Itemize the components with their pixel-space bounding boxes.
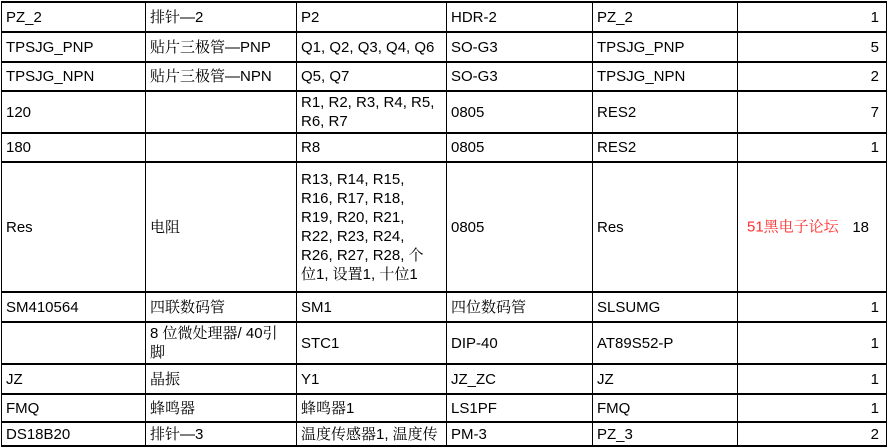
cell-description: 排针—2 [146, 2, 297, 32]
cell-libref: PZ_3 [593, 422, 738, 446]
cell-comment: FMQ [2, 394, 146, 422]
cell-description: 电阻 [146, 162, 297, 292]
cell-description: 贴片三极管—NPN [146, 62, 297, 91]
cell-libref: RES2 [593, 133, 738, 162]
cell-comment: TPSJG_NPN [2, 62, 146, 91]
cell-description [146, 133, 297, 162]
cell-designator: Y1 [297, 364, 447, 394]
cell-description: 贴片三极管—PNP [146, 32, 297, 62]
cell-description: 排针—3 [146, 422, 297, 446]
table-row [2, 62, 887, 91]
table-row [2, 422, 887, 446]
cell-comment [2, 322, 146, 364]
table-row [2, 292, 887, 322]
table-row [2, 2, 887, 32]
cell-comment: DS18B20 [2, 422, 146, 446]
cell-libref: JZ [593, 364, 738, 394]
cell-footprint: PM-3 [447, 422, 593, 446]
cell-description: 蜂鸣器 [146, 394, 297, 422]
cell-libref: FMQ [593, 394, 738, 422]
cell-footprint: 0805 [447, 91, 593, 133]
cell-libref: TPSJG_NPN [593, 62, 738, 91]
cell-footprint: JZ_ZC [447, 364, 593, 394]
cell-comment: JZ [2, 364, 146, 394]
quantity-value: 18 [852, 218, 869, 236]
cell-designator: R1, R2, R3, R4, R5, R6, R7 [297, 91, 447, 133]
cell-comment: TPSJG_PNP [2, 32, 146, 62]
cell-designator: 蜂鸣器1 [297, 394, 447, 422]
cell-quantity: 1 [738, 394, 887, 422]
cell-quantity: 2 [738, 62, 887, 91]
cell-quantity: 1 [738, 2, 887, 32]
cell-comment: SM410564 [2, 292, 146, 322]
cell-quantity: 7 [738, 91, 887, 133]
cell-footprint: 0805 [447, 162, 593, 292]
cell-designator: SM1 [297, 292, 447, 322]
cell-footprint: 四位数码管 [447, 292, 593, 322]
cell-comment: 120 [2, 91, 146, 133]
cell-comment: PZ_2 [2, 2, 146, 32]
cell-footprint: DIP-40 [447, 322, 593, 364]
cell-quantity [738, 162, 887, 292]
cell-footprint: HDR-2 [447, 2, 593, 32]
cell-description: 四联数码管 [146, 292, 297, 322]
cell-quantity: 1 [738, 292, 887, 322]
table-row [2, 364, 887, 394]
table-row [2, 394, 887, 422]
cell-designator: Q5, Q7 [297, 62, 447, 91]
table-row [2, 91, 887, 133]
cell-footprint: SO-G3 [447, 32, 593, 62]
cell-designator: Q1, Q2, Q3, Q4, Q6 [297, 32, 447, 62]
cell-libref: TPSJG_PNP [593, 32, 738, 62]
cell-designator: R13, R14, R15, R16, R17, R18, R19, R20, R21, R22, R23, R24, R26, R27, R28, 个位1, 设置1, 十位1 [297, 162, 447, 292]
watermark-text: 51黑电子论坛 [747, 218, 839, 236]
cell-libref: AT89S52-P [593, 322, 738, 364]
cell-comment: Res [2, 162, 146, 292]
cell-quantity: 5 [738, 32, 887, 62]
cell-designator: P2 [297, 2, 447, 32]
cell-comment: 180 [2, 133, 146, 162]
table-row [2, 133, 887, 162]
cell-quantity: 1 [738, 133, 887, 162]
table-row [2, 162, 887, 292]
bom-table [1, 1, 887, 447]
cell-quantity: 1 [738, 364, 887, 394]
table-row [2, 32, 887, 62]
cell-libref: RES2 [593, 91, 738, 133]
cell-libref: PZ_2 [593, 2, 738, 32]
cell-footprint: 0805 [447, 133, 593, 162]
cell-description [146, 91, 297, 133]
cell-designator: 温度传感器1, 温度传 [297, 422, 447, 446]
cell-designator: STC1 [297, 322, 447, 364]
cell-description: 晶振 [146, 364, 297, 394]
cell-libref: SLSUMG [593, 292, 738, 322]
table-row [2, 322, 887, 364]
cell-footprint: SO-G3 [447, 62, 593, 91]
cell-designator: R8 [297, 133, 447, 162]
cell-description: 8 位微处理器/ 40引脚 [146, 322, 297, 364]
cell-libref: Res [593, 162, 738, 292]
cell-footprint: LS1PF [447, 394, 593, 422]
cell-quantity: 1 [738, 322, 887, 364]
cell-quantity: 2 [738, 422, 887, 446]
